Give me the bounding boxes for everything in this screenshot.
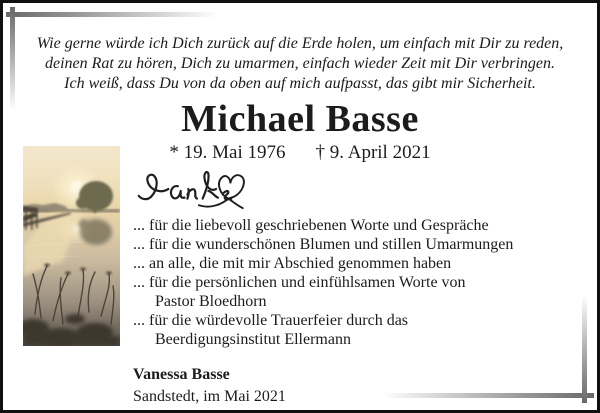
quote-line: Wie gerne würde ich Dich zurück auf die Erde holen, um einfach mit Dir zu reden,	[36, 35, 564, 52]
danke-handwriting	[133, 169, 258, 211]
death-date: † 9. April 2021	[315, 142, 431, 163]
place-and-date: Sandstedt, im Mai 2021	[133, 388, 286, 405]
birth-date: * 19. Mai 1976	[169, 142, 286, 163]
thanks-section	[133, 169, 578, 406]
thanks-line: Pastor Bloedhorn	[155, 293, 267, 310]
mourner-name: Vanessa Basse	[133, 366, 230, 383]
quote-line: Ich weiß, dass Du von da oben auf mich aufpasst, das gibt mir Sicherheit.	[64, 75, 536, 92]
memorial-photo	[23, 146, 120, 346]
thanks-line: ... für die persönlichen und einfühlsamen Worte von	[133, 274, 466, 291]
memorial-quote	[3, 34, 597, 94]
thanks-list	[133, 216, 578, 349]
thanks-line: ... an alle, die mit mir Abschied genommen haben	[133, 255, 452, 272]
thanks-line: ... für die würdevolle Trauerfeier durch das	[133, 312, 409, 329]
ribbon-top-left-vertical	[10, 7, 15, 110]
thanks-line: Beerdigungsinstitut Ellermann	[155, 331, 351, 348]
thanks-line: ... für die liebevoll geschriebenen Worte und Gespräche	[133, 217, 489, 234]
deceased-name: Michael Basse	[181, 98, 419, 140]
quote-line: deinen Rat zu hören, Dich zu umarmen, einfach wieder Zeit mit Dir verbringen.	[45, 55, 555, 72]
thanks-line: ... für die wunderschönen Blumen und stillen Umarmungen	[133, 236, 514, 253]
ribbon-bottom-right-vertical	[582, 295, 587, 403]
ribbon-top-left-horizontal	[6, 12, 218, 17]
